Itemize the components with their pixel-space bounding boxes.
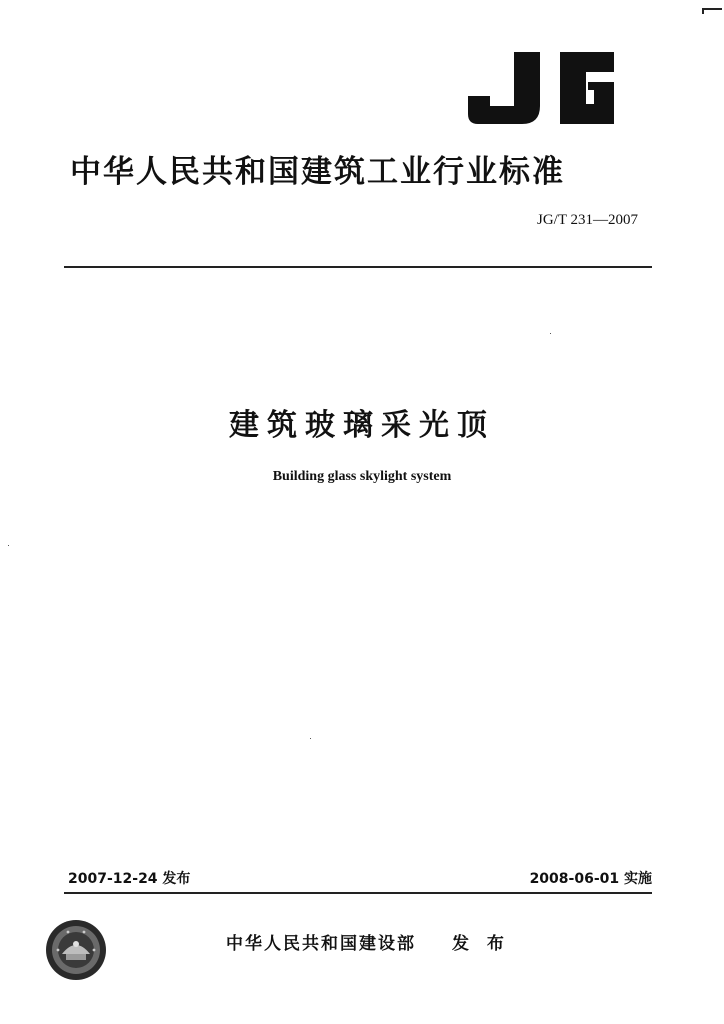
- scan-speck: [310, 738, 311, 739]
- issue-label: 发 布: [452, 934, 510, 954]
- header-divider: [64, 266, 652, 268]
- standard-code: JG/T 231—2007: [537, 212, 638, 228]
- standard-category-title: 中华人民共和国建筑工业行业标准: [70, 154, 565, 190]
- issue-date: 2007-12-24 发布: [68, 871, 191, 887]
- scan-speck: [550, 333, 551, 334]
- corner-crop-mark: [702, 8, 722, 10]
- corner-crop-mark-vertical: [702, 8, 704, 14]
- jg-logo-letter-g: [560, 52, 614, 124]
- footer-divider: [64, 892, 652, 894]
- document-title-english: Building glass skylight system: [272, 469, 452, 484]
- scan-speck: [8, 545, 9, 546]
- implementation-date: 2008-06-01 实施: [529, 871, 652, 887]
- issuing-authority: 中华人民共和国建设部: [226, 934, 416, 954]
- document-title-chinese: 建筑玻璃采光顶: [229, 408, 495, 443]
- ministry-seal-icon: [44, 918, 108, 982]
- jg-logo-letter-j: [468, 52, 540, 124]
- jg-logo: [468, 52, 616, 124]
